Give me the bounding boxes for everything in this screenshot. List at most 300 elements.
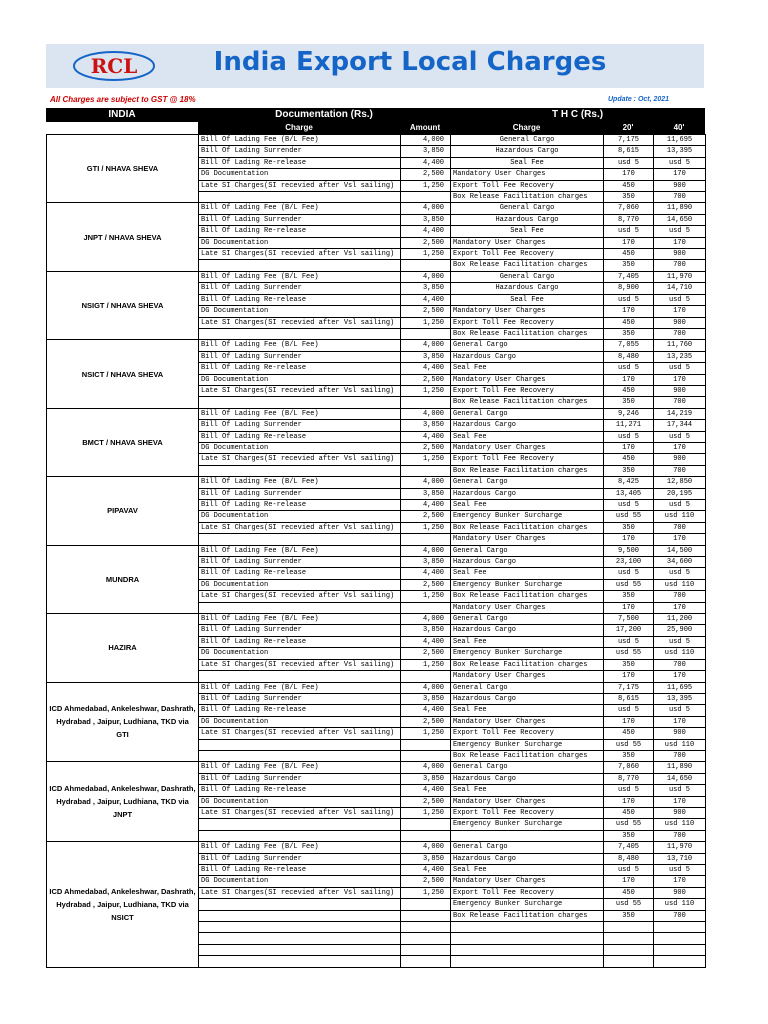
doc-amount-cell: 4,400 <box>401 294 451 305</box>
thc-20-cell: 350 <box>604 192 654 203</box>
thc-20-cell: 11,271 <box>604 420 654 431</box>
thc-40-cell: 700 <box>654 522 706 533</box>
col-40-header: 40' <box>673 123 685 132</box>
doc-charge-cell: Bill Of Lading Fee (B/L Fee) <box>199 842 401 853</box>
thc-20-cell: 8,900 <box>604 283 654 294</box>
thc-charge-cell: Seal Fee <box>451 226 604 237</box>
thc-20-cell: 8,480 <box>604 351 654 362</box>
thc-40-cell: usd 5 <box>654 363 706 374</box>
doc-amount-cell: 4,400 <box>401 865 451 876</box>
thc-40-cell: 900 <box>654 807 706 818</box>
doc-charge-cell: Bill Of Lading Re-release <box>199 568 401 579</box>
thc-20-cell: 13,405 <box>604 488 654 499</box>
thc-charge-cell: Hazardous Cargo <box>451 625 604 636</box>
location-cell: ICD Ahmedabad, Ankeleshwar, Dashrath, Hydrabad , Jaipur, Ludhiana, TKD via JNPT <box>47 762 199 842</box>
thc-charge-cell: Export Toll Fee Recovery <box>451 317 604 328</box>
thc-40-cell: usd 110 <box>654 819 706 830</box>
table-row <box>47 477 706 488</box>
thc-20-cell: 7,060 <box>604 203 654 214</box>
doc-charge-cell <box>199 933 401 944</box>
thc-40-cell: 170 <box>654 534 706 545</box>
doc-amount-cell: 3,850 <box>401 693 451 704</box>
thc-charge-cell: Mandatory User Charges <box>451 602 604 613</box>
thc-charge-cell: Hazardous Cargo <box>451 773 604 784</box>
thc-20-cell: 170 <box>604 671 654 682</box>
thc-20-cell: 7,500 <box>604 614 654 625</box>
thc-20-cell: usd 5 <box>604 363 654 374</box>
thc-40-cell: 20,195 <box>654 488 706 499</box>
thc-20-cell: 8,480 <box>604 853 654 864</box>
doc-charge-cell: Late SI Charges(SI recevied after Vsl sailing) <box>199 249 401 260</box>
doc-charge-cell: Bill Of Lading Fee (B/L Fee) <box>199 271 401 282</box>
page-title: India Export Local Charges <box>213 47 607 77</box>
doc-amount-cell: 4,000 <box>401 408 451 419</box>
thc-20-cell: 350 <box>604 465 654 476</box>
doc-amount-cell: 4,000 <box>401 203 451 214</box>
thc-charge-cell: Box Release Facilitation charges <box>451 397 604 408</box>
thc-charge-cell: Emergency Bunker Surcharge <box>451 739 604 750</box>
doc-amount-cell <box>401 671 451 682</box>
doc-charge-cell: DG Documentation <box>199 876 401 887</box>
doc-charge-cell: DG Documentation <box>199 648 401 659</box>
thc-20-cell: usd 55 <box>604 648 654 659</box>
thc-20-cell: 7,405 <box>604 271 654 282</box>
doc-amount-cell <box>401 899 451 910</box>
thc-20-cell: 9,246 <box>604 408 654 419</box>
doc-charge-cell <box>199 739 401 750</box>
doc-amount-cell: 2,500 <box>401 579 451 590</box>
thc-charge-cell: General Cargo <box>451 682 604 693</box>
thc-20-cell: 350 <box>604 591 654 602</box>
thc-40-cell: 14,710 <box>654 283 706 294</box>
thc-charge-cell: Mandatory User Charges <box>451 237 604 248</box>
doc-amount-cell: 3,850 <box>401 625 451 636</box>
doc-amount-cell: 3,850 <box>401 214 451 225</box>
doc-charge-cell: Bill Of Lading Fee (B/L Fee) <box>199 762 401 773</box>
thc-charge-cell: Mandatory User Charges <box>451 716 604 727</box>
thc-charge-cell: Mandatory User Charges <box>451 796 604 807</box>
thc-40-cell: 700 <box>654 192 706 203</box>
thc-charge-cell: Box Release Facilitation charges <box>451 591 604 602</box>
doc-amount-cell <box>401 328 451 339</box>
thc-20-cell: 350 <box>604 260 654 271</box>
doc-charge-cell: Late SI Charges(SI recevied after Vsl sailing) <box>199 522 401 533</box>
doc-amount-cell: 4,400 <box>401 363 451 374</box>
thc-charge-cell: Export Toll Fee Recovery <box>451 887 604 898</box>
doc-amount-cell: 1,250 <box>401 317 451 328</box>
doc-amount-cell: 4,400 <box>401 226 451 237</box>
thc-20-cell: usd 5 <box>604 568 654 579</box>
thc-40-cell: 700 <box>654 750 706 761</box>
doc-charge-cell <box>199 260 401 271</box>
thc-20-cell: usd 5 <box>604 294 654 305</box>
thc-charge-cell: Box Release Facilitation charges <box>451 260 604 271</box>
thc-40-cell: 14,650 <box>654 214 706 225</box>
thc-charge-cell: Seal Fee <box>451 157 604 168</box>
doc-charge-cell: Bill Of Lading Fee (B/L Fee) <box>199 203 401 214</box>
table-row <box>47 545 706 556</box>
doc-amount-cell: 4,400 <box>401 431 451 442</box>
doc-charge-cell: Late SI Charges(SI recevied after Vsl sailing) <box>199 385 401 396</box>
thc-20-cell <box>604 922 654 933</box>
doc-charge-cell: Bill Of Lading Re-release <box>199 157 401 168</box>
thc-charge-cell: General Cargo <box>451 271 604 282</box>
thc-charge-cell: General Cargo <box>451 545 604 556</box>
thc-charge-cell: Hazardous Cargo <box>451 557 604 568</box>
doc-charge-cell: DG Documentation <box>199 511 401 522</box>
thc-40-cell: 900 <box>654 728 706 739</box>
thc-20-cell: usd 5 <box>604 157 654 168</box>
thc-40-cell: 900 <box>654 887 706 898</box>
thc-20-cell: usd 55 <box>604 579 654 590</box>
thc-20-cell: 7,175 <box>604 135 654 146</box>
doc-amount-cell: 1,250 <box>401 807 451 818</box>
thc-20-cell: 350 <box>604 910 654 921</box>
thc-charge-cell: Mandatory User Charges <box>451 671 604 682</box>
thc-20-cell: 450 <box>604 317 654 328</box>
thc-charge-cell: Emergency Bunker Surcharge <box>451 819 604 830</box>
doc-charge-cell <box>199 956 401 967</box>
thc-charge-cell: Export Toll Fee Recovery <box>451 454 604 465</box>
thc-charge-cell: Hazardous Cargo <box>451 420 604 431</box>
location-cell: GTI / NHAVA SHEVA <box>47 135 199 203</box>
thc-20-cell: 170 <box>604 169 654 180</box>
doc-charge-cell <box>199 328 401 339</box>
location-cell: NSICT / NHAVA SHEVA <box>47 340 199 408</box>
doc-amount-cell <box>401 397 451 408</box>
thc-40-cell: 11,760 <box>654 340 706 351</box>
doc-charge-cell: Bill Of Lading Surrender <box>199 146 401 157</box>
doc-charge-cell: Bill Of Lading Re-release <box>199 294 401 305</box>
doc-amount-cell: 3,850 <box>401 557 451 568</box>
gst-note: All Charges are subject to GST @ 18% <box>50 95 196 104</box>
thc-20-cell: usd 55 <box>604 819 654 830</box>
doc-charge-cell: Bill Of Lading Fee (B/L Fee) <box>199 340 401 351</box>
doc-charge-cell: Bill Of Lading Surrender <box>199 693 401 704</box>
thc-20-cell: usd 55 <box>604 511 654 522</box>
table-row <box>47 682 706 693</box>
thc-20-cell: 350 <box>604 397 654 408</box>
location-cell: ICD Ahmedabad, Ankeleshwar, Dashrath, Hydrabad , Jaipur, Ludhiana, TKD via NSICT <box>47 842 199 967</box>
doc-amount-cell: 2,500 <box>401 716 451 727</box>
doc-amount-cell: 1,250 <box>401 454 451 465</box>
thc-40-cell: usd 5 <box>654 865 706 876</box>
thc-20-cell: 350 <box>604 328 654 339</box>
thc-charge-cell: Hazardous Cargo <box>451 283 604 294</box>
thc-20-cell: 170 <box>604 876 654 887</box>
location-cell: NSIGT / NHAVA SHEVA <box>47 271 199 339</box>
thc-40-cell: usd 5 <box>654 705 706 716</box>
doc-charge-cell: Bill Of Lading Surrender <box>199 488 401 499</box>
thc-40-cell: 170 <box>654 442 706 453</box>
thc-40-cell: 170 <box>654 169 706 180</box>
thc-charge-cell: Hazardous Cargo <box>451 351 604 362</box>
thc-20-cell: 8,615 <box>604 146 654 157</box>
doc-amount-cell: 4,400 <box>401 785 451 796</box>
thc-charge-column-header: Charge <box>512 123 541 132</box>
doc-charge-cell <box>199 910 401 921</box>
table-row <box>47 614 706 625</box>
doc-amount-cell: 2,500 <box>401 511 451 522</box>
doc-amount-cell: 4,400 <box>401 705 451 716</box>
update-note: Update : Oct, 2021 <box>608 96 670 103</box>
doc-charge-cell <box>199 922 401 933</box>
thc-40-cell: usd 110 <box>654 511 706 522</box>
thc-20-cell: 8,425 <box>604 477 654 488</box>
doc-charge-cell <box>199 899 401 910</box>
thc-charge-cell: Box Release Facilitation charges <box>451 465 604 476</box>
col-20-header: 20' <box>622 123 634 132</box>
thc-40-cell: usd 5 <box>654 294 706 305</box>
doc-amount-cell: 1,250 <box>401 591 451 602</box>
thc-40-cell: 700 <box>654 328 706 339</box>
doc-amount-cell: 4,000 <box>401 682 451 693</box>
thc-charge-cell: Seal Fee <box>451 294 604 305</box>
doc-amount-cell: 2,500 <box>401 796 451 807</box>
doc-charge-cell <box>199 819 401 830</box>
title-banner <box>46 44 704 88</box>
doc-amount-cell <box>401 819 451 830</box>
thc-charge-cell: Emergency Bunker Surcharge <box>451 648 604 659</box>
thc-40-cell: 11,890 <box>654 203 706 214</box>
thc-20-cell: 8,770 <box>604 214 654 225</box>
thc-charge-cell: General Cargo <box>451 340 604 351</box>
doc-charge-cell: DG Documentation <box>199 442 401 453</box>
thc-charge-cell: Box Release Facilitation charges <box>451 750 604 761</box>
thc-40-cell: 11,200 <box>654 614 706 625</box>
thc-charge-cell: General Cargo <box>451 203 604 214</box>
thc-charge-cell: Seal Fee <box>451 785 604 796</box>
doc-charge-cell: Bill Of Lading Surrender <box>199 773 401 784</box>
thc-20-cell: 23,100 <box>604 557 654 568</box>
doc-amount-cell: 4,400 <box>401 568 451 579</box>
thc-40-cell: 17,344 <box>654 420 706 431</box>
thc-40-cell <box>654 933 706 944</box>
thc-charge-cell: Export Toll Fee Recovery <box>451 728 604 739</box>
doc-charge-cell: Bill Of Lading Fee (B/L Fee) <box>199 135 401 146</box>
doc-amount-cell: 1,250 <box>401 887 451 898</box>
doc-amount-cell: 1,250 <box>401 249 451 260</box>
thc-40-cell: 13,395 <box>654 146 706 157</box>
thc-20-cell: 450 <box>604 249 654 260</box>
doc-charge-cell <box>199 944 401 955</box>
thc-charge-cell <box>451 830 604 841</box>
thc-40-cell: 11,970 <box>654 271 706 282</box>
thc-20-cell: 7,405 <box>604 842 654 853</box>
thc-40-cell: 13,395 <box>654 693 706 704</box>
doc-amount-cell <box>401 956 451 967</box>
doc-amount-cell <box>401 739 451 750</box>
thc-40-cell: 170 <box>654 237 706 248</box>
doc-amount-cell: 3,850 <box>401 488 451 499</box>
thc-40-cell: 13,235 <box>654 351 706 362</box>
thc-20-cell: usd 5 <box>604 500 654 511</box>
doc-charge-cell <box>199 671 401 682</box>
doc-amount-cell: 4,400 <box>401 500 451 511</box>
thc-charge-cell: General Cargo <box>451 762 604 773</box>
doc-charge-cell: DG Documentation <box>199 716 401 727</box>
thc-charge-cell: Box Release Facilitation charges <box>451 522 604 533</box>
table-row <box>47 408 706 419</box>
thc-20-cell: 170 <box>604 796 654 807</box>
thc-20-cell: 170 <box>604 602 654 613</box>
doc-charge-cell: Late SI Charges(SI recevied after Vsl sailing) <box>199 317 401 328</box>
thc-40-cell: 25,900 <box>654 625 706 636</box>
thc-charge-cell: Seal Fee <box>451 568 604 579</box>
thc-charge-cell: Export Toll Fee Recovery <box>451 249 604 260</box>
doc-amount-cell: 4,000 <box>401 340 451 351</box>
thc-charge-cell: General Cargo <box>451 135 604 146</box>
doc-amount-cell: 3,850 <box>401 420 451 431</box>
thc-charge-cell: Mandatory User Charges <box>451 306 604 317</box>
thc-charge-cell: Mandatory User Charges <box>451 876 604 887</box>
doc-amount-cell: 2,500 <box>401 237 451 248</box>
doc-amount-cell: 2,500 <box>401 442 451 453</box>
thc-20-cell: 450 <box>604 807 654 818</box>
thc-20-cell: 170 <box>604 716 654 727</box>
doc-amount-cell: 3,850 <box>401 351 451 362</box>
doc-charge-cell: Late SI Charges(SI recevied after Vsl sailing) <box>199 454 401 465</box>
thc-20-cell: usd 5 <box>604 431 654 442</box>
doc-amount-cell: 3,850 <box>401 146 451 157</box>
thc-40-cell: 170 <box>654 306 706 317</box>
doc-amount-cell: 4,000 <box>401 614 451 625</box>
thc-40-cell: 700 <box>654 465 706 476</box>
doc-amount-cell: 1,250 <box>401 728 451 739</box>
thc-40-cell: usd 5 <box>654 431 706 442</box>
thc-40-cell: 900 <box>654 180 706 191</box>
thc-20-cell: usd 5 <box>604 226 654 237</box>
thc-20-cell: 17,200 <box>604 625 654 636</box>
doc-charge-cell: Bill Of Lading Surrender <box>199 214 401 225</box>
thc-40-cell: 34,600 <box>654 557 706 568</box>
doc-amount-cell <box>401 944 451 955</box>
location-cell: JNPT / NHAVA SHEVA <box>47 203 199 271</box>
thc-40-cell: 700 <box>654 659 706 670</box>
doc-charge-cell: Bill Of Lading Re-release <box>199 363 401 374</box>
doc-charge-cell <box>199 830 401 841</box>
location-cell: HAZIRA <box>47 614 199 682</box>
doc-amount-cell <box>401 465 451 476</box>
thc-40-cell: 11,890 <box>654 762 706 773</box>
thc-20-cell <box>604 933 654 944</box>
doc-amount-cell: 2,500 <box>401 876 451 887</box>
doc-amount-cell: 4,000 <box>401 477 451 488</box>
thc-charge-cell: Hazardous Cargo <box>451 146 604 157</box>
thc-charge-cell: Hazardous Cargo <box>451 488 604 499</box>
doc-charge-cell: Bill Of Lading Surrender <box>199 283 401 294</box>
thc-20-cell: usd 5 <box>604 785 654 796</box>
table-column-header <box>198 122 705 134</box>
thc-40-cell: 700 <box>654 910 706 921</box>
thc-40-cell: 700 <box>654 260 706 271</box>
thc-40-cell: 170 <box>654 374 706 385</box>
doc-charge-cell: Bill Of Lading Fee (B/L Fee) <box>199 408 401 419</box>
thc-40-cell: 14,500 <box>654 545 706 556</box>
doc-charge-cell: Bill Of Lading Re-release <box>199 865 401 876</box>
doc-charge-cell: Bill Of Lading Fee (B/L Fee) <box>199 614 401 625</box>
thc-charge-cell: Hazardous Cargo <box>451 853 604 864</box>
thc-20-cell: 7,175 <box>604 682 654 693</box>
thc-20-cell: 170 <box>604 237 654 248</box>
thc-charge-cell: Box Release Facilitation charges <box>451 328 604 339</box>
thc-charge-cell: Export Toll Fee Recovery <box>451 385 604 396</box>
thc-20-cell: 7,055 <box>604 340 654 351</box>
thc-charge-cell: Emergency Bunker Surcharge <box>451 511 604 522</box>
doc-charge-cell: DG Documentation <box>199 579 401 590</box>
location-cell: BMCT / NHAVA SHEVA <box>47 408 199 476</box>
doc-charge-cell: DG Documentation <box>199 796 401 807</box>
doc-amount-cell: 2,500 <box>401 306 451 317</box>
doc-amount-cell: 2,500 <box>401 374 451 385</box>
doc-amount-cell: 4,000 <box>401 271 451 282</box>
thc-20-cell: usd 5 <box>604 705 654 716</box>
doc-amount-cell: 4,400 <box>401 157 451 168</box>
doc-charge-cell: Bill Of Lading Fee (B/L Fee) <box>199 682 401 693</box>
thc-40-cell: usd 5 <box>654 636 706 647</box>
doc-charge-cell <box>199 465 401 476</box>
thc-charge-cell: Emergency Bunker Surcharge <box>451 579 604 590</box>
thc-40-cell: 170 <box>654 671 706 682</box>
thc-20-cell: 450 <box>604 728 654 739</box>
doc-amount-cell: 1,250 <box>401 180 451 191</box>
thc-40-cell: 11,970 <box>654 842 706 853</box>
thc-40-cell: 170 <box>654 796 706 807</box>
thc-charge-cell: Box Release Facilitation charges <box>451 659 604 670</box>
thc-charge-cell: General Cargo <box>451 477 604 488</box>
doc-amount-cell: 3,850 <box>401 853 451 864</box>
thc-40-cell: usd 5 <box>654 157 706 168</box>
thc-20-cell: usd 5 <box>604 636 654 647</box>
thc-40-cell: 900 <box>654 317 706 328</box>
doc-charge-cell: Bill Of Lading Re-release <box>199 785 401 796</box>
doc-charge-cell: Bill Of Lading Fee (B/L Fee) <box>199 545 401 556</box>
doc-charge-cell: Bill Of Lading Re-release <box>199 705 401 716</box>
doc-charge-cell: Bill Of Lading Surrender <box>199 420 401 431</box>
doc-charge-cell: DG Documentation <box>199 169 401 180</box>
thc-charge-cell <box>451 922 604 933</box>
thc-charge-cell <box>451 944 604 955</box>
doc-charge-cell: Bill Of Lading Re-release <box>199 431 401 442</box>
doc-charge-cell: Bill Of Lading Re-release <box>199 500 401 511</box>
thc-20-cell: 450 <box>604 385 654 396</box>
thc-40-cell: 900 <box>654 249 706 260</box>
doc-charge-cell: Bill Of Lading Fee (B/L Fee) <box>199 477 401 488</box>
doc-charge-cell: Bill Of Lading Surrender <box>199 625 401 636</box>
doc-charge-cell: Bill Of Lading Re-release <box>199 226 401 237</box>
thc-20-cell: 9,500 <box>604 545 654 556</box>
thc-40-cell: usd 5 <box>654 785 706 796</box>
doc-charge-cell: Bill Of Lading Surrender <box>199 351 401 362</box>
doc-charge-cell: DG Documentation <box>199 237 401 248</box>
location-cell: PIPAVAV <box>47 477 199 545</box>
thc-40-cell: 14,219 <box>654 408 706 419</box>
doc-charge-cell: DG Documentation <box>199 374 401 385</box>
table-row <box>47 135 706 146</box>
doc-amount-cell <box>401 830 451 841</box>
thc-20-cell <box>604 956 654 967</box>
doc-charge-cell: Late SI Charges(SI recevied after Vsl sailing) <box>199 659 401 670</box>
thc-charge-cell: Export Toll Fee Recovery <box>451 180 604 191</box>
thc-charge-cell: Mandatory User Charges <box>451 169 604 180</box>
thc-charge-cell: Hazardous Cargo <box>451 214 604 225</box>
thc-40-cell <box>654 944 706 955</box>
doc-amount-cell <box>401 534 451 545</box>
thc-20-cell: 7,060 <box>604 762 654 773</box>
thc-40-cell: 14,650 <box>654 773 706 784</box>
thc-20-cell: usd 55 <box>604 899 654 910</box>
doc-amount-cell: 4,000 <box>401 762 451 773</box>
